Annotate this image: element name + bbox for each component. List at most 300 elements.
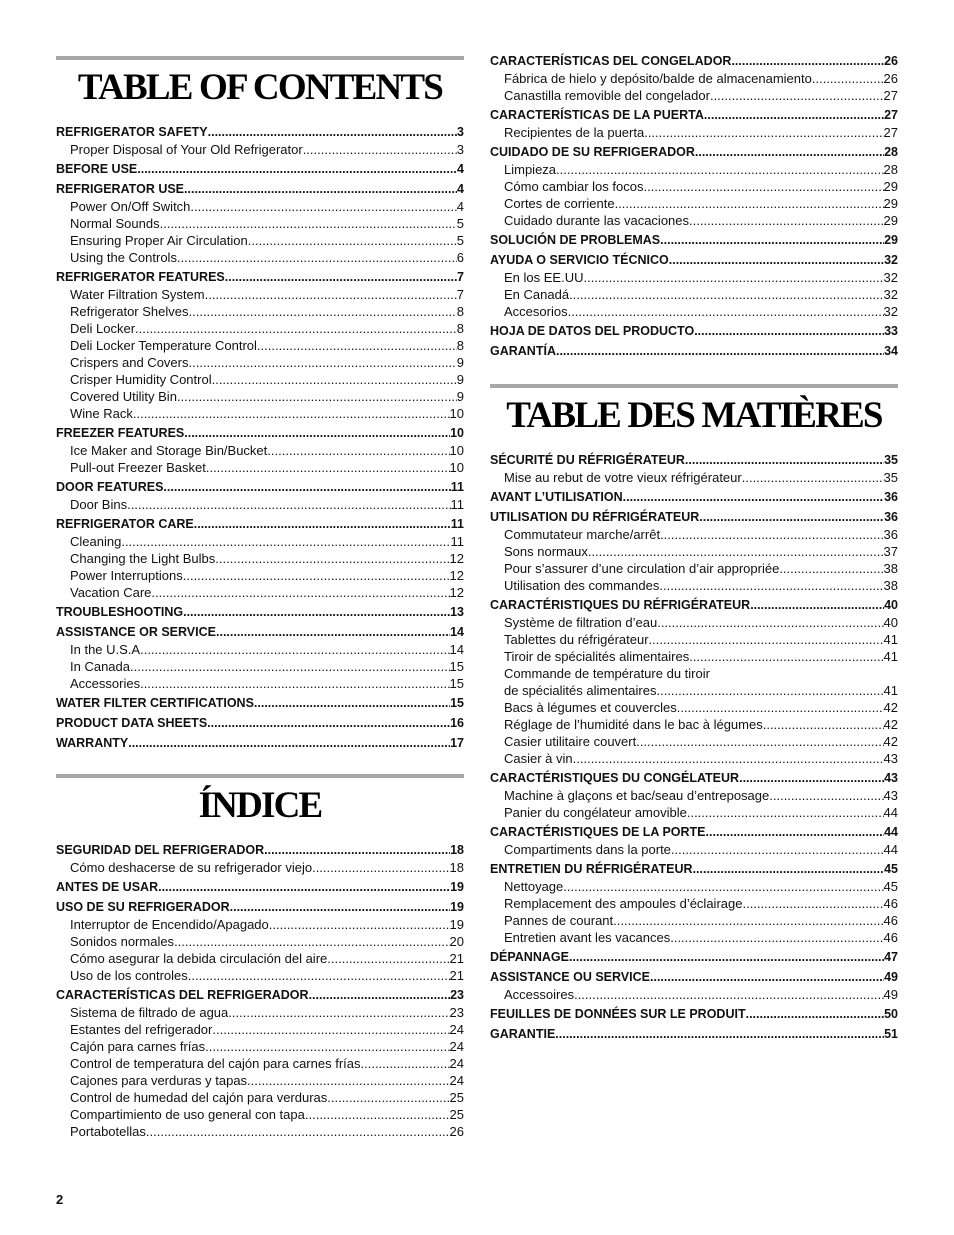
- entry-title: Cleaning: [70, 534, 122, 549]
- dot-leader: [361, 1055, 450, 1072]
- entry-page-number: 42: [883, 700, 898, 715]
- entry-title: DOOR FEATURES: [56, 480, 164, 494]
- toc-entry-sub: [490, 212, 898, 229]
- entry-title: Tiroir de spécialités alimentaires: [504, 649, 690, 664]
- entry-page-number: 36: [884, 510, 898, 524]
- toc-entry-main: [490, 1006, 898, 1023]
- toc-entry-sub: [56, 337, 464, 354]
- toc-entry-sub: [56, 1055, 464, 1072]
- entry-page-number: 44: [884, 825, 898, 839]
- toc-entry-sub: [56, 641, 464, 658]
- entry-title: AYUDA O SERVICIO TÉCNICO: [490, 253, 669, 267]
- dot-leader: [146, 1123, 450, 1140]
- toc-entry-main: [56, 879, 464, 896]
- dot-leader: [555, 1026, 884, 1043]
- entry-page-number: 10: [450, 426, 464, 440]
- dot-leader: [184, 181, 457, 198]
- entry-page-number: 15: [450, 696, 464, 710]
- toc-entry-sub: [490, 303, 898, 320]
- entry-title: Accesorios: [504, 304, 568, 319]
- dot-leader: [188, 967, 450, 984]
- toc-entry-main: [490, 949, 898, 966]
- dot-leader: [650, 969, 884, 986]
- entry-page-number: 13: [450, 605, 464, 619]
- dot-leader: [135, 320, 457, 337]
- dot-leader: [615, 195, 884, 212]
- toc-entry-sub: [56, 303, 464, 320]
- dot-leader: [710, 87, 884, 104]
- entry-page-number: 8: [456, 338, 464, 353]
- entry-title: WARRANTY: [56, 736, 129, 750]
- entry-title: FREEZER FEATURES: [56, 426, 185, 440]
- entry-page-number: 42: [883, 734, 898, 749]
- dot-leader: [269, 916, 450, 933]
- toc-entry-main: [490, 770, 898, 787]
- dot-leader: [128, 735, 450, 752]
- entry-title: Pour s’assurer d’une circulation d’air appropriée: [504, 561, 780, 576]
- entry-title: Ice Maker and Storage Bin/Bucket: [70, 443, 268, 458]
- entry-page-number: 9: [456, 389, 464, 404]
- entry-page-number: 26: [883, 71, 898, 86]
- toc-entry-sub: [490, 733, 898, 750]
- dot-leader: [303, 141, 457, 158]
- dot-leader: [206, 459, 450, 476]
- entry-title: Sons normaux: [504, 544, 588, 559]
- entry-page-number: 41: [883, 632, 898, 647]
- entry-title: Compartimiento de uso general con tapa: [70, 1107, 305, 1122]
- entry-page-number: 34: [884, 344, 898, 358]
- toc-entry-main: [56, 269, 464, 286]
- entry-page-number: 19: [450, 900, 464, 914]
- entry-page-number: 41: [883, 649, 898, 664]
- entry-title: Bacs à légumes et couvercles: [504, 700, 677, 715]
- toc-entry-sub: [490, 929, 898, 946]
- dot-leader: [228, 1004, 449, 1021]
- entry-page-number: 42: [883, 717, 898, 732]
- entry-title: UTILISATION DU RÉFRIGÉRATEUR: [490, 510, 700, 524]
- entry-title: Sistema de filtrado de agua: [70, 1005, 229, 1020]
- entry-page-number: 46: [883, 913, 898, 928]
- entry-page-number: 14: [450, 625, 464, 639]
- toc-entry-sub: [490, 87, 898, 104]
- toc-entry-main: [56, 842, 464, 859]
- dot-leader: [254, 695, 450, 712]
- toc-entry-sub: [490, 648, 898, 665]
- toc-entry-sub: [56, 967, 464, 984]
- toc-entry-sub: [56, 584, 464, 601]
- entry-title: Pannes de courant: [504, 913, 614, 928]
- toc-entry-sub: [56, 859, 464, 876]
- entry-title: Power Interruptions: [70, 568, 183, 583]
- dot-leader: [643, 178, 883, 195]
- entry-title: CARACTÉRISTIQUES DE LA PORTE: [490, 825, 706, 839]
- dot-leader: [699, 509, 884, 526]
- entry-page-number: 3: [456, 142, 464, 157]
- dot-leader: [267, 442, 449, 459]
- dot-leader: [194, 516, 451, 533]
- dot-leader: [742, 895, 883, 912]
- dot-leader: [660, 526, 883, 543]
- entry-page-number: 44: [883, 805, 898, 820]
- entry-title: Door Bins: [70, 497, 128, 512]
- entry-title: Refrigerator Shelves: [70, 304, 189, 319]
- dot-leader: [247, 1072, 449, 1089]
- toc-entry-sub: [56, 550, 464, 567]
- entry-page-number: 5: [456, 233, 464, 248]
- entry-title: CARACTERÍSTICAS DEL REFRIGERADOR: [56, 988, 309, 1002]
- entry-page-number: 4: [457, 162, 464, 176]
- toc-entry-sub: [56, 442, 464, 459]
- toc-section-english: [56, 56, 464, 752]
- entry-page-number: 21: [449, 951, 464, 966]
- dot-leader: [569, 949, 884, 966]
- entry-title: In the U.S.A.: [70, 642, 144, 657]
- dot-leader: [704, 107, 884, 124]
- toc-entry-main: [490, 53, 898, 70]
- toc-entry-main: [56, 695, 464, 712]
- toc-entry-sub: [56, 1004, 464, 1021]
- toc-entry-sub: [490, 469, 898, 486]
- toc-entry-main: [490, 489, 898, 506]
- toc-entry-main: [56, 899, 464, 916]
- entry-title: Interruptor de Encendido/Apagado: [70, 917, 269, 932]
- entry-title: GARANTÍA: [490, 344, 556, 358]
- dot-leader: [657, 614, 883, 631]
- entry-page-number: 29: [884, 233, 898, 247]
- entry-title: BEFORE USE: [56, 162, 138, 176]
- entry-title: En los EE.UU.: [504, 270, 588, 285]
- entry-title: En Canadá: [504, 287, 570, 302]
- toc-entry-main: [490, 144, 898, 161]
- toc-entry-sub: [56, 675, 464, 692]
- entry-title: Commutateur marche/arrêt: [504, 527, 661, 542]
- entry-title: Fábrica de hielo y depósito/balde de almacenamiento: [504, 71, 812, 86]
- right-column: [490, 56, 898, 1043]
- toc-entry-main: [56, 624, 464, 641]
- entry-page-number: 11: [450, 534, 464, 549]
- entry-page-number: 32: [884, 253, 898, 267]
- entry-page-number: 12: [449, 585, 464, 600]
- entry-title: Crispers and Covers: [70, 355, 189, 370]
- entry-title: Accessoires: [504, 987, 575, 1002]
- entry-page-number: 43: [884, 771, 898, 785]
- toc-entry-sub: [56, 1106, 464, 1123]
- toc-entry-sub: [490, 665, 898, 682]
- dot-leader: [812, 70, 884, 87]
- entry-title: Système de filtration d’eau: [504, 615, 658, 630]
- dot-leader: [687, 804, 884, 821]
- dot-leader: [569, 286, 883, 303]
- dot-leader: [127, 496, 450, 513]
- toc-entry-sub: [490, 912, 898, 929]
- toc-entry-main: [490, 1026, 898, 1043]
- entry-page-number: 4: [457, 182, 464, 196]
- entry-page-number: 24: [449, 1073, 464, 1088]
- page-number: 2: [56, 1192, 64, 1207]
- entry-page-number: 43: [883, 788, 898, 803]
- entry-title: AVANT L’UTILISATION: [490, 490, 623, 504]
- toc-entry-sub: [56, 388, 464, 405]
- dot-leader: [121, 533, 450, 550]
- entry-page-number: 24: [449, 1039, 464, 1054]
- entry-title: CARACTÉRISTIQUES DU CONGÉLATEUR: [490, 771, 740, 785]
- entry-title: de spécialités alimentaires: [504, 683, 657, 698]
- left-column: [56, 56, 464, 1140]
- entry-title: Normal Sounds: [70, 216, 160, 231]
- dot-leader: [174, 933, 449, 950]
- dot-leader: [177, 388, 457, 405]
- entry-page-number: 47: [884, 950, 898, 964]
- entry-title: Cajón para carnes frías: [70, 1039, 206, 1054]
- entry-title: HOJA DE DATOS DEL PRODUCTO: [490, 324, 695, 338]
- dot-leader: [151, 584, 449, 601]
- dot-leader: [660, 232, 884, 249]
- dot-leader: [563, 878, 883, 895]
- dot-leader: [769, 787, 883, 804]
- dot-leader: [779, 560, 883, 577]
- entry-page-number: 11: [450, 517, 464, 531]
- toc-entry-main: [490, 969, 898, 986]
- dot-leader: [671, 841, 884, 858]
- entry-page-number: 38: [883, 561, 898, 576]
- toc-entry-list: [56, 842, 464, 1140]
- entry-title: REFRIGERATOR FEATURES: [56, 270, 225, 284]
- dot-leader: [225, 269, 457, 286]
- dot-leader: [689, 212, 884, 229]
- entry-page-number: 15: [449, 676, 464, 691]
- toc-entry-main: [490, 452, 898, 469]
- entry-page-number: 17: [450, 736, 464, 750]
- dot-leader: [305, 1106, 450, 1123]
- entry-page-number: 21: [449, 968, 464, 983]
- entry-title: Canastilla removible del congelador: [504, 88, 710, 103]
- entry-page-number: 35: [884, 453, 898, 467]
- toc-entry-list: [490, 452, 898, 1043]
- toc-entry-sub: [56, 916, 464, 933]
- entry-page-number: 49: [883, 987, 898, 1002]
- dot-leader: [189, 303, 457, 320]
- toc-entry-sub: [56, 371, 464, 388]
- entry-page-number: 7: [456, 287, 464, 302]
- entry-page-number: 26: [449, 1124, 464, 1139]
- toc-entry-sub: [490, 161, 898, 178]
- section-heading: TABLE OF CONTENTS: [77, 67, 443, 108]
- entry-page-number: 18: [450, 843, 464, 857]
- entry-title: Recipientes de la puerta: [504, 125, 645, 140]
- entry-page-number: 3: [457, 125, 464, 139]
- toc-entry-sub: [56, 1072, 464, 1089]
- entry-page-number: 15: [449, 659, 464, 674]
- toc-section-french: [490, 384, 898, 1043]
- toc-entry-sub: [490, 178, 898, 195]
- entry-title: CUIDADO DE SU REFRIGERADOR: [490, 145, 695, 159]
- toc-entry-main: [490, 323, 898, 340]
- entry-page-number: 5: [456, 216, 464, 231]
- dot-leader: [746, 1006, 885, 1023]
- section-heading: TABLE DES MATIÈRES: [506, 395, 882, 436]
- entry-page-number: 32: [883, 287, 898, 302]
- toc-entry-main: [490, 232, 898, 249]
- entry-page-number: 49: [884, 970, 898, 984]
- entry-title: ASSISTANCE OR SERVICE: [56, 625, 216, 639]
- entry-page-number: 29: [883, 179, 898, 194]
- dot-leader: [183, 604, 450, 621]
- entry-title: CARACTÉRISTIQUES DU RÉFRIGÉRATEUR: [490, 598, 751, 612]
- entry-page-number: 46: [883, 896, 898, 911]
- entry-title: Covered Utility Bin: [70, 389, 177, 404]
- entry-page-number: 33: [884, 324, 898, 338]
- entry-title: In Canada: [70, 659, 130, 674]
- toc-entry-sub: [490, 124, 898, 141]
- entry-title: REFRIGERATOR USE: [56, 182, 185, 196]
- toc-entry-list: [490, 53, 898, 360]
- dot-leader: [568, 303, 884, 320]
- dot-leader: [649, 631, 884, 648]
- toc-entry-sub: [490, 682, 898, 699]
- toc-entry-main: [56, 124, 464, 141]
- toc-entry-main: [490, 343, 898, 360]
- dot-leader: [264, 842, 450, 859]
- toc-entry-sub: [56, 354, 464, 371]
- entry-title: Changing the Light Bulbs: [70, 551, 216, 566]
- dot-leader: [160, 215, 457, 232]
- entry-title: Control de humedad del cajón para verduras: [70, 1090, 328, 1105]
- toc-entry-sub: [490, 577, 898, 594]
- dot-leader: [763, 716, 884, 733]
- entry-title: Pull-out Freezer Basket: [70, 460, 206, 475]
- entry-page-number: 19: [450, 880, 464, 894]
- entry-page-number: 4: [456, 199, 464, 214]
- entry-title: Remplacement des ampoules d’éclairage: [504, 896, 743, 911]
- entry-title: Portabotellas: [70, 1124, 146, 1139]
- toc-entry-sub: [490, 543, 898, 560]
- entry-title: ASSISTANCE OU SERVICE: [490, 970, 650, 984]
- entry-title: Control de temperatura del cajón para carnes frías: [70, 1056, 361, 1071]
- entry-page-number: 37: [883, 544, 898, 559]
- toc-entry-main: [56, 987, 464, 1004]
- toc-entry-main: [490, 824, 898, 841]
- entry-title: Tablettes du réfrigérateur: [504, 632, 649, 647]
- entry-title: Deli Locker: [70, 321, 136, 336]
- entry-title: Réglage de l’humidité dans le bac à légumes: [504, 717, 763, 732]
- dot-leader: [205, 286, 457, 303]
- toc-entry-main: [490, 107, 898, 124]
- toc-entry-sub: [490, 560, 898, 577]
- entry-title: CARACTERÍSTICAS DEL CONGELADOR: [490, 54, 732, 68]
- toc-entry-sub: [56, 933, 464, 950]
- entry-title: Accessories: [70, 676, 141, 691]
- entry-title: Panier du congélateur amovible: [504, 805, 687, 820]
- toc-entry-main: [56, 425, 464, 442]
- dot-leader: [212, 1021, 449, 1038]
- dot-leader: [644, 124, 883, 141]
- entry-title: Power On/Off Switch: [70, 199, 191, 214]
- entry-title: Cómo cambiar los focos: [504, 179, 644, 194]
- dot-leader: [207, 715, 450, 732]
- dot-leader: [309, 987, 451, 1004]
- entry-page-number: 12: [449, 551, 464, 566]
- dot-leader: [659, 577, 883, 594]
- entry-page-number: 7: [457, 270, 464, 284]
- toc-entry-main: [56, 715, 464, 732]
- toc-entry-sub: [56, 141, 464, 158]
- entry-title: Proper Disposal of Your Old Refrigerator: [70, 142, 303, 157]
- entry-title: Nettoyage: [504, 879, 564, 894]
- entry-page-number: 6: [456, 250, 464, 265]
- entry-page-number: 8: [456, 304, 464, 319]
- dot-leader: [739, 770, 884, 787]
- entry-title: Cómo deshacerse de su refrigerador viejo: [70, 860, 313, 875]
- entry-page-number: 10: [449, 460, 464, 475]
- toc-entry-sub: [56, 1089, 464, 1106]
- toc-entry-sub: [490, 895, 898, 912]
- toc-entry-sub: [56, 1123, 464, 1140]
- entry-page-number: 32: [883, 270, 898, 285]
- toc-entry-sub: [490, 878, 898, 895]
- entry-page-number: 8: [456, 321, 464, 336]
- toc-entry-sub: [490, 699, 898, 716]
- entry-title: Cortes de corriente: [504, 196, 615, 211]
- dot-leader: [695, 144, 884, 161]
- toc-section-spanish: [56, 774, 464, 1140]
- dot-leader: [731, 53, 884, 70]
- toc-entry-sub: [56, 567, 464, 584]
- entry-page-number: 27: [883, 125, 898, 140]
- toc-entry-sub: [56, 215, 464, 232]
- toc-entry-sub: [56, 1038, 464, 1055]
- dot-leader: [130, 658, 450, 675]
- toc-entry-sub: [56, 405, 464, 422]
- toc-entry-main: [56, 161, 464, 178]
- entry-title: Commande de température du tiroir: [504, 666, 710, 681]
- dot-leader: [189, 354, 457, 371]
- entry-title: Uso de los controles: [70, 968, 188, 983]
- entry-page-number: 36: [884, 490, 898, 504]
- entry-page-number: 40: [883, 615, 898, 630]
- entry-page-number: 9: [456, 355, 464, 370]
- toc-entry-sub: [490, 986, 898, 1003]
- toc-entry-main: [56, 479, 464, 496]
- entry-title: PRODUCT DATA SHEETS: [56, 716, 208, 730]
- entry-page-number: 45: [883, 879, 898, 894]
- entry-page-number: 20: [449, 934, 464, 949]
- entry-title: Ensuring Proper Air Circulation: [70, 233, 248, 248]
- entry-title: REFRIGERATOR SAFETY: [56, 125, 208, 139]
- entry-page-number: 25: [449, 1090, 464, 1105]
- dot-leader: [613, 912, 883, 929]
- entry-title: Casier utilitaire couvert: [504, 734, 637, 749]
- dot-leader: [689, 648, 883, 665]
- toc-entry-sub: [56, 459, 464, 476]
- entry-page-number: 24: [449, 1056, 464, 1071]
- toc-entry-list: [56, 124, 464, 752]
- entry-page-number: 46: [883, 930, 898, 945]
- section-divider: [56, 774, 464, 778]
- toc-entry-main: [490, 252, 898, 269]
- dot-leader: [158, 879, 450, 896]
- dot-leader: [215, 550, 449, 567]
- dot-leader: [208, 124, 457, 141]
- dot-leader: [636, 733, 883, 750]
- toc-entry-main: [56, 735, 464, 752]
- toc-entry-sub: [490, 787, 898, 804]
- dot-leader: [205, 1038, 449, 1055]
- toc-entry-sub: [56, 950, 464, 967]
- entry-title: Cómo asegurar la debida circulación del aire: [70, 951, 328, 966]
- entry-page-number: 24: [449, 1022, 464, 1037]
- toc-entry-sub: [490, 631, 898, 648]
- dot-leader: [312, 859, 449, 876]
